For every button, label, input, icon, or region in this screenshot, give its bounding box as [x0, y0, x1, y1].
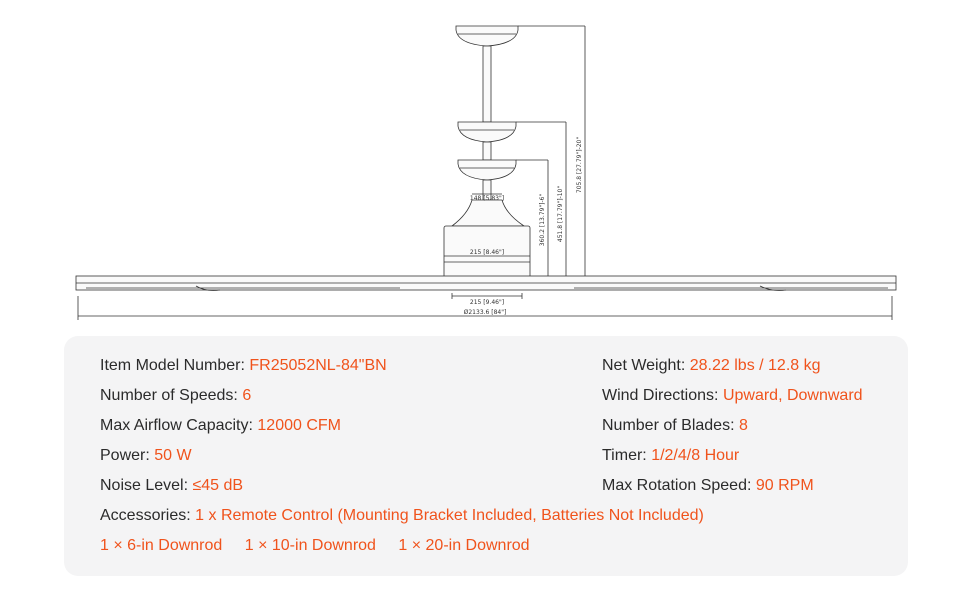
spec-label: Noise Level:	[100, 477, 189, 494]
fan-blades	[76, 276, 896, 291]
spec-value: 8	[738, 417, 748, 434]
downrod-item: 1 × 6-in Downrod	[100, 537, 223, 554]
downrod-list	[100, 536, 548, 556]
spec-label: Net Weight:	[602, 357, 686, 374]
specs-panel	[64, 336, 908, 576]
ceiling-canopy	[456, 26, 518, 46]
spec-label: Max Rotation Speed:	[602, 477, 752, 494]
spec-label: Timer:	[602, 447, 647, 464]
spec-value: ≤45 dB	[192, 477, 244, 494]
spec-label: Max Airflow Capacity:	[100, 417, 253, 434]
spec-accessories	[100, 506, 704, 526]
spec-noise	[100, 476, 243, 496]
spec-value: FR25052NL-84"BN	[249, 357, 387, 374]
spec-rotation	[602, 476, 814, 496]
downrod-item: 1 × 10-in Downrod	[244, 537, 376, 554]
spec-value: 6	[242, 387, 252, 404]
spec-wind	[602, 386, 863, 406]
coupling-20in	[458, 122, 516, 142]
spec-blades	[602, 416, 748, 436]
spec-airflow	[100, 416, 341, 436]
spec-model	[100, 356, 387, 376]
spec-value: 90 RPM	[755, 477, 814, 494]
spec-label: Power:	[100, 447, 150, 464]
downrod-item: 1 × 20-in Downrod	[398, 537, 530, 554]
span-label: Ø2133.6 [84"]	[463, 309, 507, 316]
spec-value: 1/2/4/8 Hour	[651, 447, 740, 464]
spec-label: Number of Blades:	[602, 417, 735, 434]
downrod	[483, 46, 491, 122]
spec-value: 28.22 lbs / 12.8 kg	[689, 357, 821, 374]
height-6in-label: 360.2 [13.79"]-6"	[539, 193, 546, 247]
spec-label: Accessories:	[100, 507, 191, 524]
spec-power	[100, 446, 192, 466]
coupling-10in	[458, 160, 516, 180]
spec-speeds	[100, 386, 251, 406]
spec-label: Number of Speeds:	[100, 387, 238, 404]
spec-value: 50 W	[154, 447, 192, 464]
spec-label: Wind Directions:	[602, 387, 719, 404]
height-20in-label: 705.8 [27.79"]-20"	[576, 136, 583, 194]
spec-value: 12000 CFM	[257, 417, 341, 434]
spec-label: Item Model Number:	[100, 357, 245, 374]
spec-timer	[602, 446, 739, 466]
spec-value: 1 x Remote Control (Mounting Bracket Included, Batteries Not Included)	[195, 507, 704, 524]
downrod-width-label: 148 [5.83"]	[469, 195, 505, 202]
motor-width-top-label: 215 [8.46"]	[469, 249, 505, 256]
spec-weight	[602, 356, 821, 376]
spec-value: Upward, Downward	[722, 387, 863, 404]
motor-width-bottom-label: 215 [9.46"]	[469, 299, 505, 306]
height-10in-label: 451.8 [17.79"]-10"	[557, 185, 564, 243]
